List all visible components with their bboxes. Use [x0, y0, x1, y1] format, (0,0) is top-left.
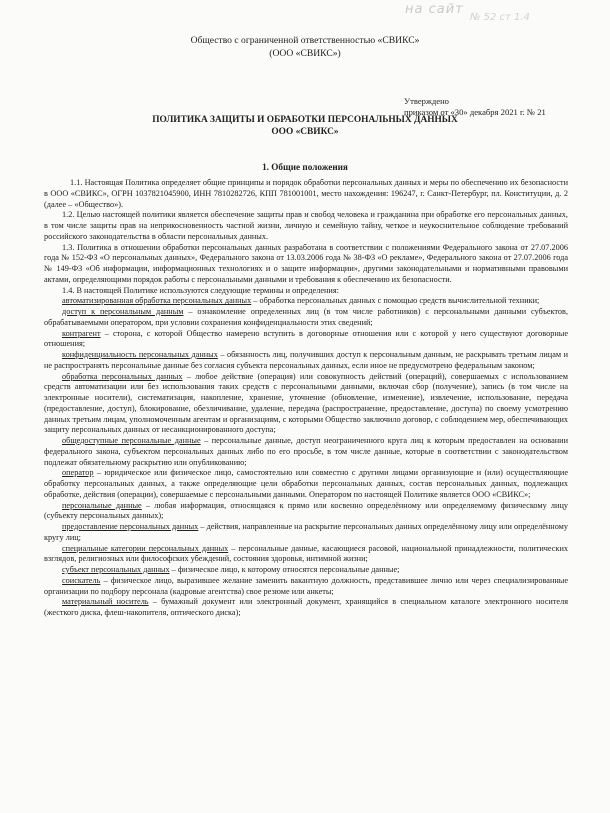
definition-term: общедоступные персональные данные: [62, 436, 201, 445]
definition-item: [44, 350, 568, 372]
definition-term: обработка персональных данных: [62, 371, 183, 381]
definition-text: – любая информация, относящаяся к прямо или косвенно определённому или определяемому физическому лицу (субъекту персональных данных);: [44, 500, 568, 521]
title-line-2: ООО «СВИКС»: [271, 127, 339, 137]
definition-item: [44, 544, 568, 566]
approval-label: Утверждено: [404, 96, 449, 106]
definition-text: – действия, направленные на раскрытие персональных данных определённому лицу или определённому кругу лиц;: [44, 522, 569, 542]
org-name: Общество с ограниченной ответственностью «СВИКС»: [190, 35, 420, 46]
definition-item: [44, 468, 568, 500]
definition-term: субъект персональных данных: [62, 565, 170, 574]
handwritten-number: № 52 ст 1.4: [470, 12, 530, 23]
paragraph-1-1: 1.1. Настоящая Политика определяет общие принципы и порядок обработки персональных данных и меры по обеспечению их безопасности в ООО «СВИКС», ОГРН 1037821045900, ИНН 7810282726, КПП 781001001, место нахождения: 196247, г. Санкт-Петербург, пл. Конституции, д. 2 (далее – «Общество»).: [44, 178, 568, 209]
definition-term: оператор: [62, 468, 94, 478]
approval-order: приказом от «30» декабря 2021 г. № 21: [404, 107, 546, 117]
definition-text: – любое действие (операция) или совокупность действий (операций), совершаемых с использованием средств автоматизации или без использования таких средств с персональными данными, включая сбор (получение), запись (в том числе на электронные носители), систематизация, накопление, хранение, уточнение (обновление, изменение), извлечение, использование, передача (предоставление, доступ), блокирование, обезличивание, удаление, передача (распространение, предоставление, доступа) по своему усмотрению данных третьим лицам, уполномоченным агентам и организациям, с которыми Общество заключило договор, с соблюдением мер, обеспечивающих защиту персональных данных от несанкционированного доступа;: [44, 371, 568, 435]
definition-text: – физическое лицо, к которому относятся персональные данные;: [169, 565, 400, 574]
definition-term: доступ к персональным данным: [62, 307, 184, 316]
definition-item: [44, 522, 568, 544]
paragraph-1-2: 1.2. Целью настоящей политики является обеспечение защиты прав и свобод человека и гражданина при обработке его персональных данных, в том числе защиты прав на неприкосновенность частной жизни, личную и семейную тайну, четкое и неукоснительное соблюдение требований российского законодательства в области персональных данных.: [44, 210, 568, 241]
definition-item: [44, 565, 568, 576]
definition-text: – физическое лицо, выразившее желание заменить вакантную должность, представившее лично или через специализированные организации по подбору персонала (кадровые агентства) свое резюме или анкеты;: [44, 575, 568, 596]
section-heading: 1. Общие положения: [262, 162, 348, 172]
definition-item: [44, 436, 568, 468]
definition-text: – ознакомление определенных лиц (в том числе работников) с персональными данными субъектов, обрабатываемыми оператором, при условии сохранения конфиденциальности этих сведений;: [44, 307, 569, 327]
definition-text: – сторона, с которой Общество намерено вступить в договорные отношения или с которой у него существуют договорные отношения;: [44, 328, 568, 349]
org-short-name: (ООО «СВИКС»): [269, 48, 341, 59]
definition-term: предоставление персональных данных: [62, 522, 199, 531]
definition-term: автоматизированная обработка персональных данных: [62, 296, 252, 306]
definition-term: материальный носитель: [62, 597, 149, 607]
definition-item: [44, 597, 568, 619]
organization-header: [0, 34, 610, 60]
title-line-1: ПОЛИТИКА ЗАЩИТЫ И ОБРАБОТКИ ПЕРСОНАЛЬНЫХ ДАННЫХ: [152, 115, 458, 125]
document-body: [44, 178, 568, 619]
definition-term: специальные категории персональных данных: [62, 543, 229, 553]
paragraph-1-3: 1.3. Политика в отношении обработки персональных данных разработана в соответствии с положениями Федерального закона от 27.07.2006 года № 152-ФЗ «О персональных данных», Федерального закона от 13.03.2006 года № 38-ФЗ «О рекламе», Федерального закона от 27.07.2006 года № 149-ФЗ «Об информации, информационных технологиях и о защите информации», другими законодательными и нормативными правовыми актами, определяющими порядок работы с персональными данными и требования к обеспечению их безопасности.: [44, 242, 568, 284]
document-title: [0, 114, 610, 138]
definition-text: – юридическое или физическое лицо, самостоятельно или совместно с другими лицами организующие и (или) осуществляющие обработку персональных данных, а также определяющие цели обработки персональных данных, состав персональных данных, подлежащих обработке, действия (операции), совершаемые с персональными данными. Оператором по настоящей Политике является ООО «СВИКС»;: [44, 468, 568, 499]
definition-text: – бумажный документ или электронный документ, хранящийся в специальном каталоге электронного носителя (жесткого диска, флеш-накопителя, оптического диска);: [44, 597, 568, 617]
definition-text: – персональные данные, доступ неограниченного круга лиц к которым предоставлен на основании федерального закона, субъектом персональных данных либо по его просьбе, в том числе данные, которые в соответствии с законодательством подлежат обязательному раскрытию или опубликованию;: [44, 436, 568, 467]
definition-item: [44, 296, 568, 307]
definition-item: [44, 372, 568, 437]
definition-text: – персональные данные, касающиеся расовой, национальной принадлежности, политических взглядов, религиозных или философских убеждений, состояния здоровья, интимной жизни;: [44, 543, 568, 564]
definition-term: персональные данные: [62, 500, 142, 510]
definition-item: [44, 329, 568, 351]
definition-text: – обязанность лиц, получивших доступ к персональным данным, не раскрывать третьим лицам и не распространять персональные данные без согласия субъекта персональных данных, если иное не предусмотрено федеральным законом;: [44, 350, 568, 370]
definition-item: [44, 501, 568, 523]
handwritten-note: на сайт: [405, 2, 464, 17]
definition-term: конфиденциальность персональных данных: [62, 350, 218, 359]
definition-text: – обработка персональных данных с помощью средств вычислительной техники;: [251, 296, 540, 306]
definition-item: [44, 576, 568, 598]
definition-term: соискатель: [62, 575, 101, 585]
definition-item: [44, 307, 568, 329]
paragraph-1-4: 1.4. В настоящей Политике используются следующие термины и определения:: [62, 285, 339, 295]
definition-term: контрагент: [62, 328, 101, 338]
